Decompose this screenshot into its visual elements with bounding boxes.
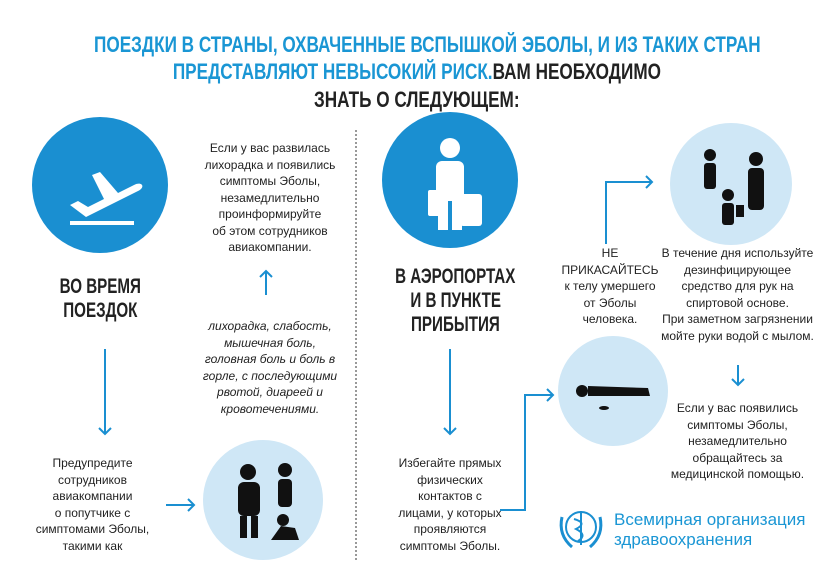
symptoms-text: лихорадка, слабость, мышечная боль, головная боль и боль в горле, с последующими рвотой, диареей и кровотечениями. bbox=[202, 319, 338, 416]
sanitizer-text: В течение дня используйте дезинфицирующее средство для рук на спиртовой основе. При заметном загрязнении мойте руки водой с мылом. bbox=[661, 246, 814, 343]
deceased-body-icon bbox=[558, 336, 668, 446]
arrow-right-icon bbox=[165, 497, 197, 513]
inform-text: Если у вас развилась лихорадка и появились симптомы Эболы, незамедлительно проинформируйте об этом сотрудников авиакомпании. bbox=[204, 141, 336, 254]
hand-hygiene-icon bbox=[670, 123, 792, 245]
traveler-icon bbox=[382, 112, 518, 248]
arrow-down-icon bbox=[442, 348, 458, 438]
arrow-up-right-icon bbox=[598, 172, 658, 247]
seek-help-text: Если у вас появились симптомы Эболы, незамедлительно обращайтесь за медицинской помощью. bbox=[670, 401, 805, 481]
airplane-icon bbox=[32, 117, 168, 253]
travel-heading: ВО ВРЕМЯ ПОЕЗДОК bbox=[59, 275, 141, 322]
title-line-1: ПОЕЗДКИ В СТРАНЫ, ОХВАЧЕННЫЕ ВСПЫШКОЙ ЭБОЛЫ, И ИЗ ТАКИХ СТРАН bbox=[94, 32, 761, 57]
title-line-2: ПРЕДСТАВЛЯЮТ НЕВЫСОКИЙ РИСК.ВАМ НЕОБХОДИМО bbox=[172, 59, 662, 84]
arrow-up-icon bbox=[258, 268, 274, 296]
who-name: Всемирная организация здравоохранения bbox=[614, 510, 806, 549]
arrow-down-icon bbox=[730, 364, 746, 388]
who-emblem-icon bbox=[556, 505, 606, 553]
warn-text: Предупредите сотрудников авиакомпании о попутчике с симптомами Эболы, такими как bbox=[35, 456, 150, 553]
sick-people-icon bbox=[203, 440, 323, 560]
arrow-path-icon bbox=[495, 380, 560, 520]
divider bbox=[355, 130, 357, 560]
title-line-3: ЗНАТЬ О СЛЕДУЮЩЕМ: bbox=[314, 87, 520, 112]
arrow-down-icon bbox=[97, 348, 113, 438]
no-touch-text: НЕ ПРИКАСАЙТЕСЬ к телу умершего от Эболы человека. bbox=[561, 246, 659, 326]
airport-heading: В АЭРОПОРТАХ И В ПУНКТЕ ПРИБЫТИЯ bbox=[394, 265, 516, 336]
avoid-text: Избегайте прямых физических контактов с лицами, у которых проявляются симптомы Эболы. bbox=[398, 456, 502, 553]
